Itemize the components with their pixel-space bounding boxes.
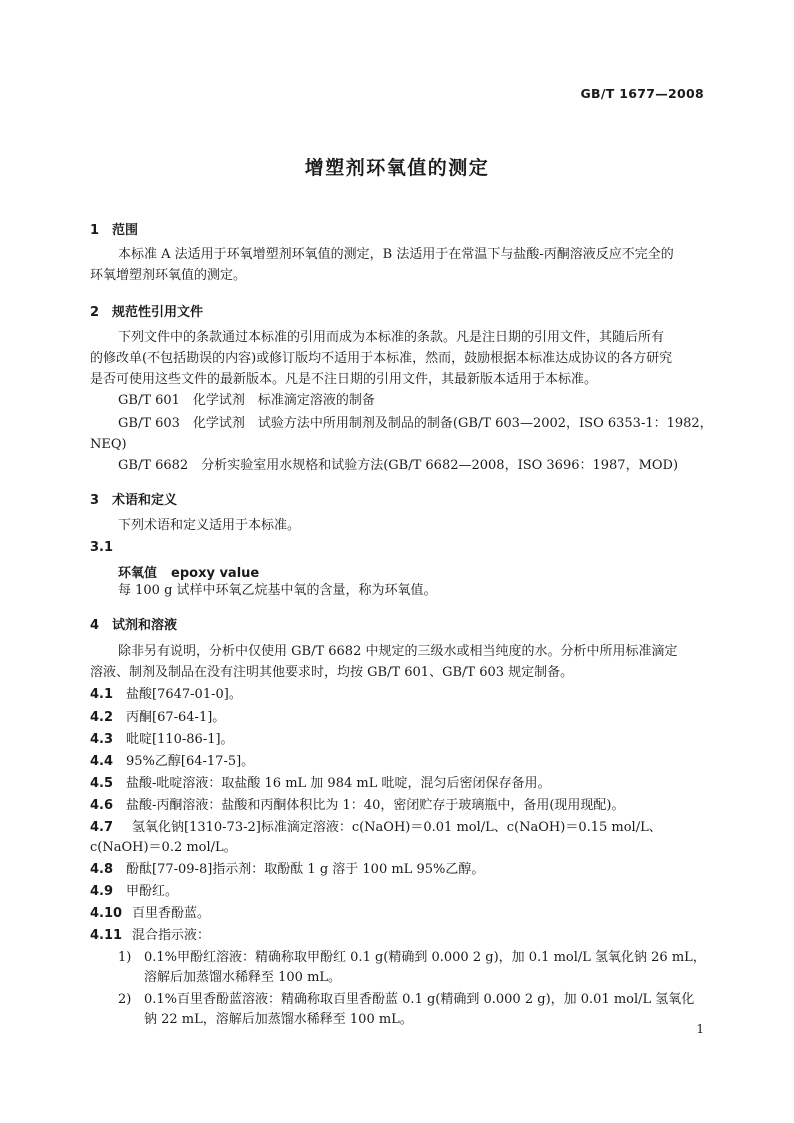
paragraph-line: 下列文件中的条款通过本标准的引用而成为本标准的条款。凡是注日期的引用文件，其随后所有: [118, 330, 665, 345]
section-title: 范围: [112, 223, 139, 238]
section-2-heading: [90, 301, 203, 320]
reagent-item: 4.4 95%乙醇[64-17-5]。: [90, 754, 255, 769]
reagent-item-continuation: c(NaOH)＝0.2 mol/L。: [90, 840, 237, 855]
paragraph-line: 下列术语和定义适用于本标准。: [118, 518, 301, 533]
reagent-item: 4.7 氢氧化钠[1310-73-2]标准滴定溶液：c(NaOH)＝0.01 mol/L、c(NaOH)＝0.15 mol/L、: [90, 820, 662, 835]
section-title: 规范性引用文件: [112, 305, 204, 320]
paragraph-line: 的修改单(不包括勘误的内容)或修订版均不适用于本标准，然而，鼓励根据本标准达成协议的各方研究: [90, 351, 673, 366]
reagent-item: 4.9 甲酚红。: [90, 884, 179, 899]
list-item: [118, 990, 694, 1011]
page-title: 增塑剂环氧值的测定: [304, 157, 490, 179]
page-number: 1: [696, 1022, 704, 1036]
standard-code: GB/T 1677—2008: [580, 86, 704, 101]
term-english: epoxy value: [171, 566, 260, 581]
section-3-heading: [90, 489, 177, 508]
section-4-heading: [90, 614, 177, 633]
reagent-item: 4.8 酚酞[77-09-8]指示剂：取酚酞 1 g 溶于 100 mL 95%乙醇。: [90, 862, 485, 877]
reference-item-continuation: NEQ): [90, 437, 127, 452]
section-1-heading: [90, 219, 138, 238]
reagent-item: 4.3 吡啶[110-86-1]。: [90, 732, 234, 747]
reagent-item: 4.5 盐酸-吡啶溶液：取盐酸 16 mL 加 984 mL 吡啶，混匀后密闭保存备用。: [90, 776, 551, 791]
section-number: 2: [90, 305, 100, 320]
list-item: [118, 948, 706, 969]
list-item-continuation: 溶解后加蒸馏水稀释至 100 mL。: [144, 970, 342, 985]
list-item-continuation: 钠 22 mL，溶解后加蒸馏水稀释至 100 mL。: [144, 1012, 413, 1027]
section-number: 1: [90, 223, 100, 238]
list-text: 0.1%百里香酚蓝溶液：精确称取百里香酚蓝 0.1 g(精确到 0.000 2 g)，加 0.01 mol/L 氢氧化: [144, 992, 695, 1007]
list-marker: 1): [118, 950, 132, 965]
reagent-item: 4.10 百里香酚蓝。: [90, 906, 211, 921]
term-definition: 每 100 g 试样中环氧乙烷基中氧的含量，称为环氧值。: [118, 583, 437, 598]
reference-item: GB/T 601 化学试剂 标准滴定溶液的制备: [118, 393, 375, 408]
section-title: 术语和定义: [112, 493, 178, 508]
list-text: 0.1%甲酚红溶液：精确称取甲酚红 0.1 g(精确到 0.000 2 g)，加 0.1 mol/L 氢氧化钠 26 mL，: [144, 950, 706, 965]
section-title: 试剂和溶液: [112, 618, 178, 633]
term-chinese: 环氧值: [118, 566, 158, 581]
reagent-item: 4.11 混合指示液：: [90, 928, 211, 943]
section-number: 4: [90, 618, 100, 633]
paragraph-line: 溶液、制剂及制品在没有注明其他要求时，均按 GB/T 601、GB/T 603 规定制备。: [90, 665, 574, 680]
reagent-item: 4.6 盐酸-丙酮溶液：盐酸和丙酮体积比为 1：40，密闭贮存于玻璃瓶中，备用(现用现配)。: [90, 798, 625, 813]
list-marker: 2): [118, 992, 132, 1007]
reference-item: GB/T 603 化学试剂 试验方法中所用制剂及制品的制备(GB/T 603—2002，ISO 6353-1：1982，: [118, 416, 713, 431]
section-number: 3: [90, 493, 100, 508]
term-entry: [118, 562, 259, 581]
paragraph-line: 环氧增塑剂环氧值的测定。: [90, 268, 247, 283]
reagent-item: 4.2 丙酮[67-64-1]。: [90, 710, 226, 725]
reference-item: GB/T 6682 分析实验室用水规格和试验方法(GB/T 6682—2008，ISO 3696：1987，MOD): [118, 458, 679, 473]
paragraph-line: 是否可使用这些文件的最新版本。凡是不注日期的引用文件，其最新版本适用于本标准。: [90, 372, 598, 387]
paragraph-line: 本标准 A 法适用于环氧增塑剂环氧值的测定，B 法适用于在常温下与盐酸-丙酮溶液反应不完全的: [118, 247, 674, 262]
term-number: 3.1: [90, 540, 114, 555]
paragraph-line: 除非另有说明，分析中仅使用 GB/T 6682 中规定的三级水或相当纯度的水。分析中所用标准滴定: [118, 644, 678, 659]
reagent-item: 4.1 盐酸[7647-01-0]。: [90, 687, 242, 702]
